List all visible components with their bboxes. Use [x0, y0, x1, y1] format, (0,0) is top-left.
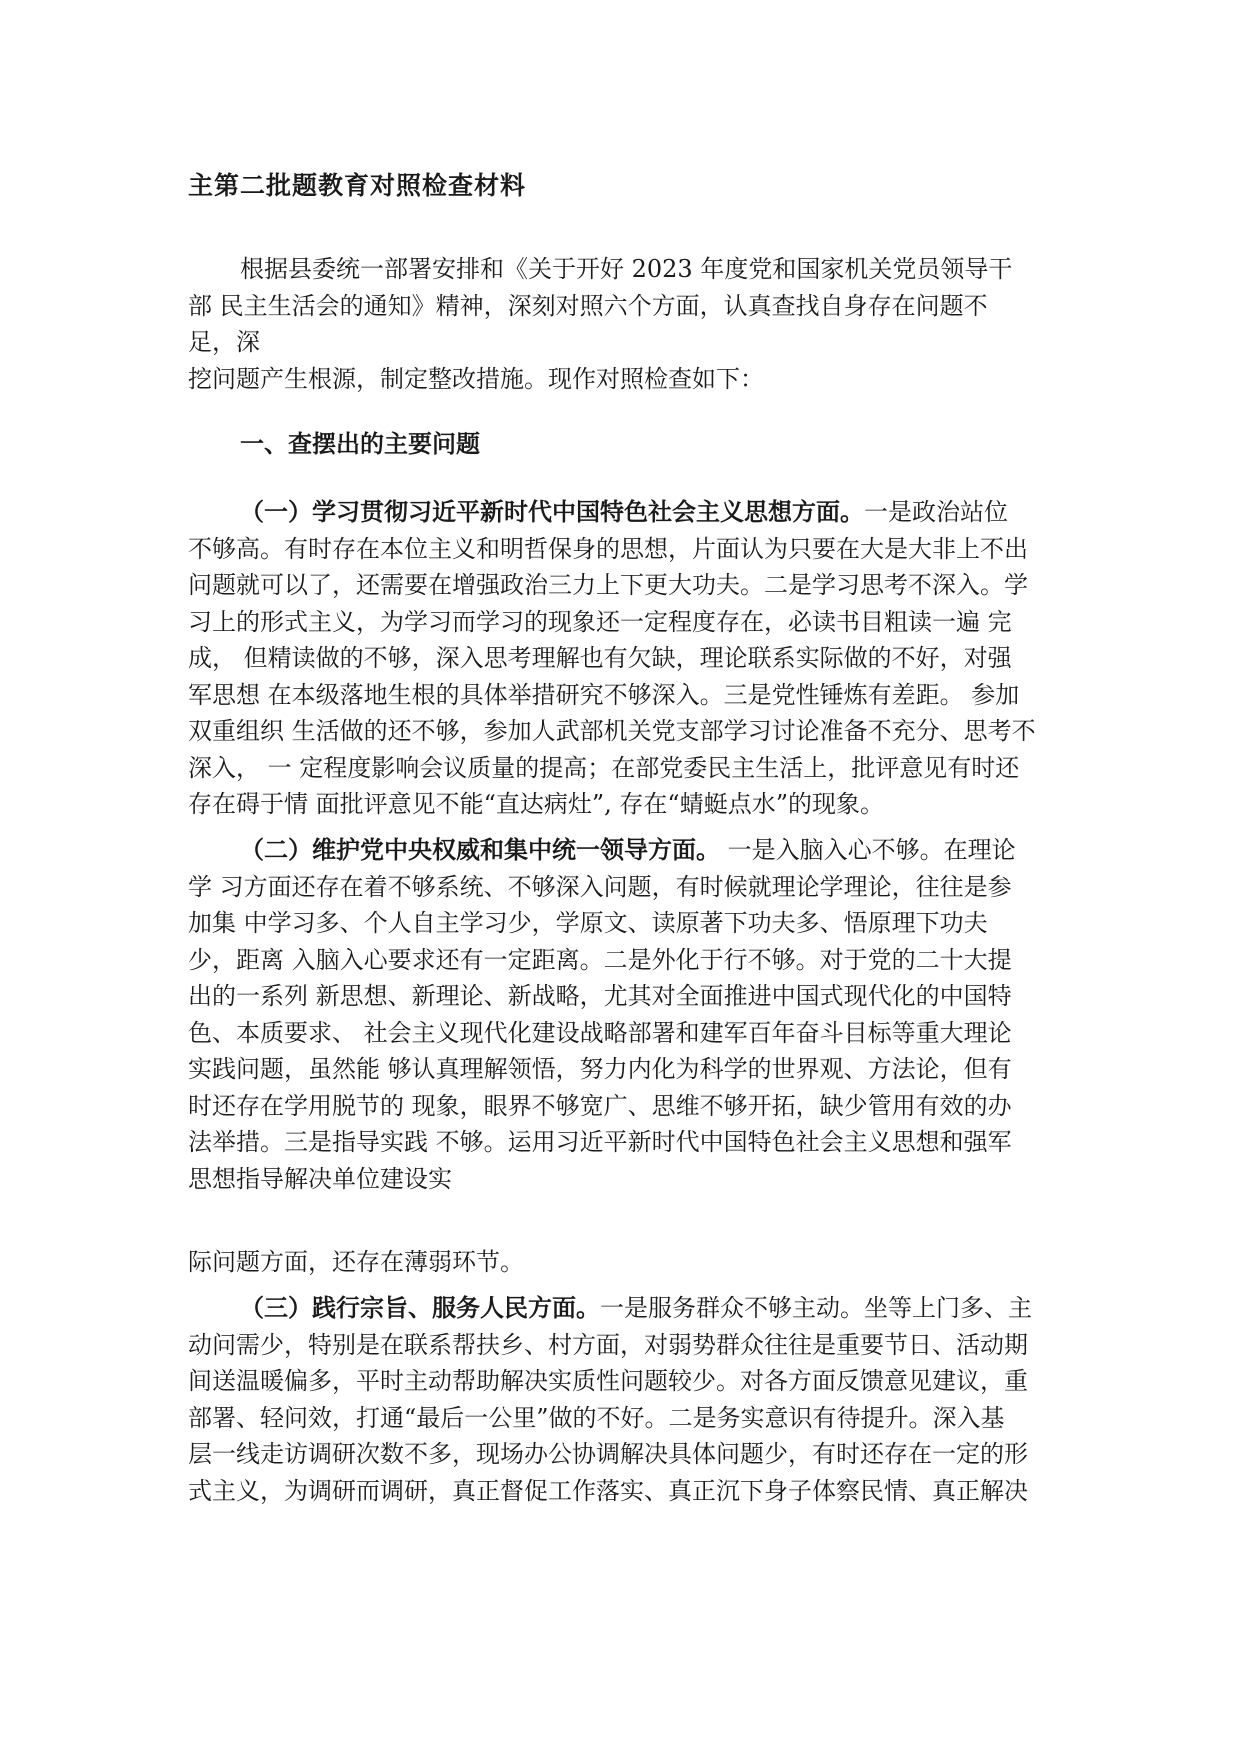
text-line: 足，深 [188, 328, 260, 356]
text-line: 色、本质要求、 社会主义现代化建设战略部署和建军百年奋斗目标等重大理论 [188, 1018, 1012, 1047]
text-line: 实践问题，虽然能 够认真理解领悟，努力内化为科学的世界观、方法论，但有 [188, 1055, 1012, 1083]
paragraph-authority [188, 832, 1058, 1197]
text-line: 深入， 一 定程度影响会议质量的提高；在部党委民主生活上，批评意见有时还 [188, 753, 1020, 782]
text-line: 部 民主生活会的通知》精神，深刻对照六个方面，认真查找自身存在问题不 [188, 291, 988, 320]
text-line: 思想指导解决单位建设实 [188, 1164, 452, 1193]
intro-paragraph-tail [188, 361, 1058, 398]
text-line: 动问需少，特别是在联系帮扶乡、村方面，对弱势群众往往是重要节日、活动期 [188, 1330, 1028, 1359]
paragraph-study [188, 494, 1058, 823]
paragraph-authority-tail [188, 1244, 1058, 1281]
text-line: 部署、轻问效，打通“最后一公里”做的不好。二是务实意识有待提升。深入基 [188, 1403, 1005, 1432]
text-run: 一是政治站位 [864, 498, 1008, 526]
text-line: 法举措。三是指导实践 不够。运用习近平新时代中国特色社会主义思想和强军 [188, 1128, 1012, 1156]
paragraph-service [188, 1290, 1058, 1509]
text-line: 挖问题产生根源，制定整改措施。现作对照检查如下： [188, 365, 764, 393]
text-line: 少，距离 入脑入心要求还有一定距离。二是外化于行不够。对于党的二十大提 [188, 945, 1012, 974]
paragraph-heading: （二）维护党中央权威和集中统一领导方面。 [240, 835, 720, 864]
paragraph-heading: （三）践行宗旨、服务人民方面。 [240, 1293, 600, 1322]
text-line [188, 494, 1058, 531]
text-line: 时还存在学用脱节的 现象，眼界不够宽广、思维不够开拓，缺少管用有效的办 [188, 1091, 1012, 1120]
text-line: 加集 中学习多、个人自主学习少，学原文、读原著下功夫多、悟原理下功夫 [188, 909, 988, 937]
text-line [188, 1290, 1058, 1327]
text-line: 不够高。有时存在本位主义和明哲保身的思想，片面认为只要在大是大非上不出 [188, 534, 1028, 563]
text-run: 一是服务群众不够主动。坐等上门多、主 [600, 1294, 1032, 1322]
text-line: 双重组织 生活做的还不够，参加人武部机关党支部学习讨论准备不充分、思考不 [188, 717, 1036, 745]
text-line: 成， 但精读做的不够，深入思考理解也有欠缺，理论联系实际做的不好，对强 [188, 644, 1012, 672]
document-title: 主第二批题教育对照检查材料 [188, 171, 527, 200]
intro-paragraph [188, 251, 1058, 361]
paragraph-heading: （一）学习贯彻习近平新时代中国特色社会主义思想方面。 [240, 497, 864, 526]
section-heading: 一、查摆出的主要问题 [240, 429, 480, 458]
text-line [188, 832, 1058, 869]
text-line: 习上的形式主义，为学习而学习的现象还一定程度存在，必读书目粗读一遍 完 [188, 607, 1012, 636]
text-run: 一是入脑入心不够。在理论 [720, 836, 1016, 864]
text-line: 存在碍于情 面批评意见不能“直达病灶”, 存在“蜻蜓点水”的现象。 [188, 790, 884, 818]
document-page [188, 0, 1058, 1754]
text-line: 问题就可以了，还需要在增强政治三力上下更大功夫。二是学习思考不深入。学 [188, 571, 1028, 599]
text-line: 出的一系列 新思想、新理论、新战略，尤其对全面推进中国式现代化的中国特 [188, 982, 1012, 1010]
text-line: 层一线走访调研次数不多，现场办公协调解决具体问题少，有时还存在一定的形 [188, 1440, 1028, 1468]
text-line: 军思想 在本级落地生根的具体举措研究不够深入。三是党性锤炼有差距。 参加 [188, 680, 1020, 709]
text-line: 间送温暖偏多，平时主动帮助解决实质性问题较少。对各方面反馈意见建议，重 [188, 1367, 1028, 1395]
text-line: 根据县委统一部署安排和《关于开好 2023 年度党和国家机关党员领导干 [240, 255, 1013, 283]
text-line: 学 习方面还存在着不够系统、不够深入问题，有时候就理论学理论，往往是参 [188, 872, 1012, 901]
text-line: 际问题方面，还存在薄弱环节。 [188, 1248, 524, 1276]
text-line: 式主义，为调研而调研，真正督促工作落实、真正沉下身子体察民情、真正解决 [188, 1476, 1028, 1505]
